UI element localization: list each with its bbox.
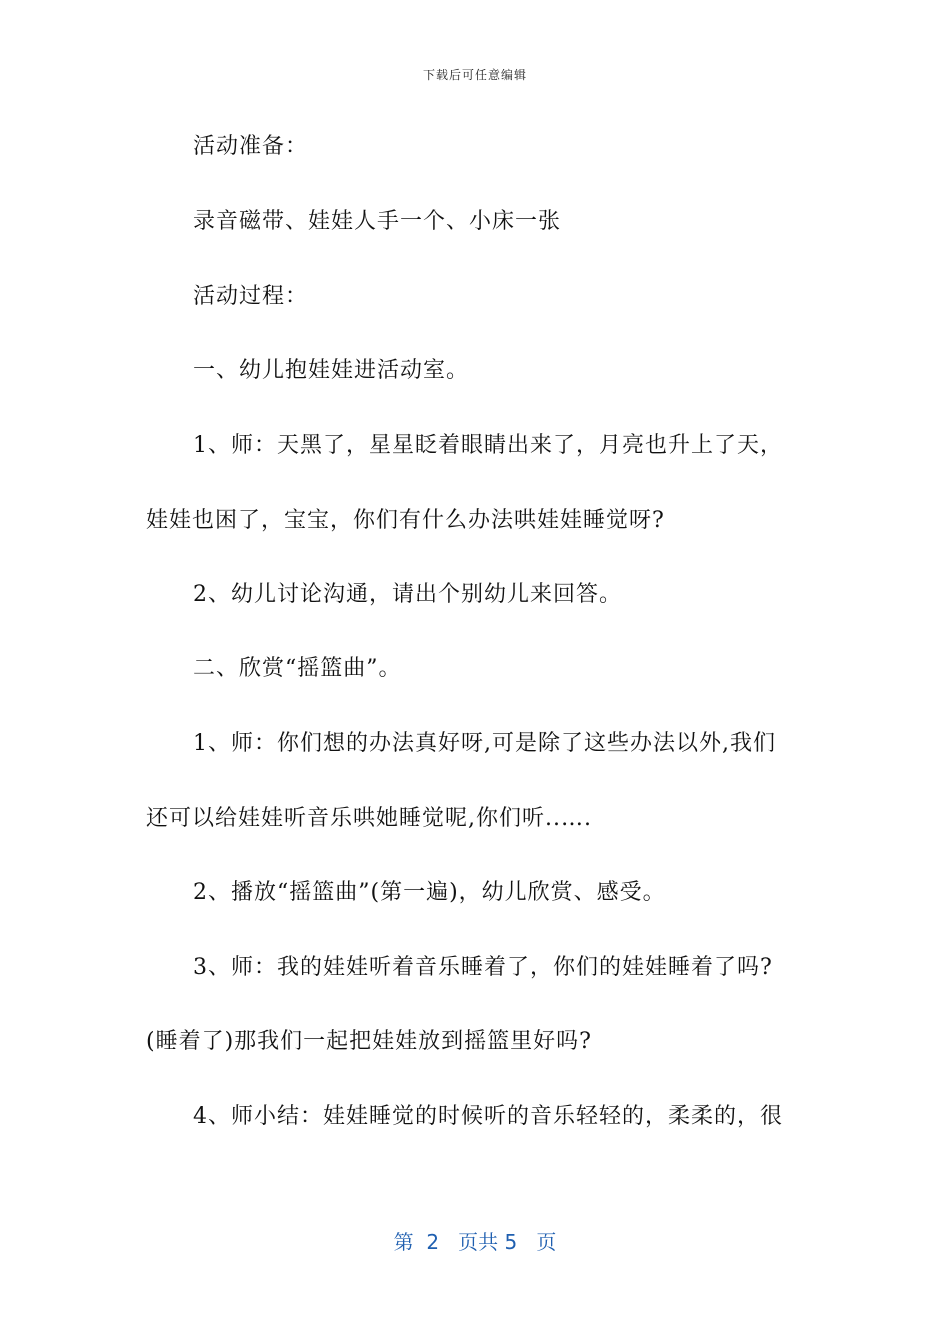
paragraph-line: 二、欣赏“摇篮曲”。 bbox=[193, 656, 402, 681]
paragraph-line: 一、幼儿抱娃娃进活动室。 bbox=[193, 358, 470, 383]
footer-prefix: 第 bbox=[393, 1230, 414, 1254]
paragraph-line: 4、师小结：娃娃睡觉的时候听的音乐轻轻的，柔柔的，很 bbox=[193, 1104, 783, 1129]
footer-suffix: 页 bbox=[536, 1230, 557, 1254]
page-footer bbox=[0, 1226, 950, 1255]
footer-total-pages: 5 bbox=[504, 1230, 518, 1254]
page-header-note: 下载后可任意编辑 bbox=[422, 68, 527, 82]
paragraph-line: 还可以给娃娃听音乐哄她睡觉呢,你们听..…. bbox=[146, 806, 592, 831]
paragraph-line: 活动过程： bbox=[193, 284, 309, 309]
paragraph-line: 1、师：天黑了，星星眨着眼睛出来了，月亮也升上了天， bbox=[193, 433, 783, 458]
paragraph-line: 2、播放“摇篮曲”(第一遍)，幼儿欣赏、感受。 bbox=[193, 880, 666, 905]
paragraph-line: 2、幼儿讨论沟通，请出个别幼儿来回答。 bbox=[193, 582, 622, 607]
paragraph-line: 1、师：你们想的办法真好呀,可是除了这些办法以外,我们 bbox=[193, 731, 776, 756]
paragraph-line: 活动准备： bbox=[193, 134, 309, 159]
paragraph-line: 娃娃也困了，宝宝，你们有什么办法哄娃娃睡觉呀? bbox=[146, 508, 665, 533]
footer-current-page: 2 bbox=[426, 1230, 440, 1254]
footer-middle: 页共 bbox=[458, 1230, 499, 1254]
paragraph-line: (睡着了)那我们一起把娃娃放到摇篮里好吗? bbox=[146, 1029, 592, 1054]
paragraph-line: 3、师：我的娃娃听着音乐睡着了，你们的娃娃睡着了吗? bbox=[193, 955, 773, 980]
paragraph-line: 录音磁带、娃娃人手一个、小床一张 bbox=[193, 209, 562, 234]
